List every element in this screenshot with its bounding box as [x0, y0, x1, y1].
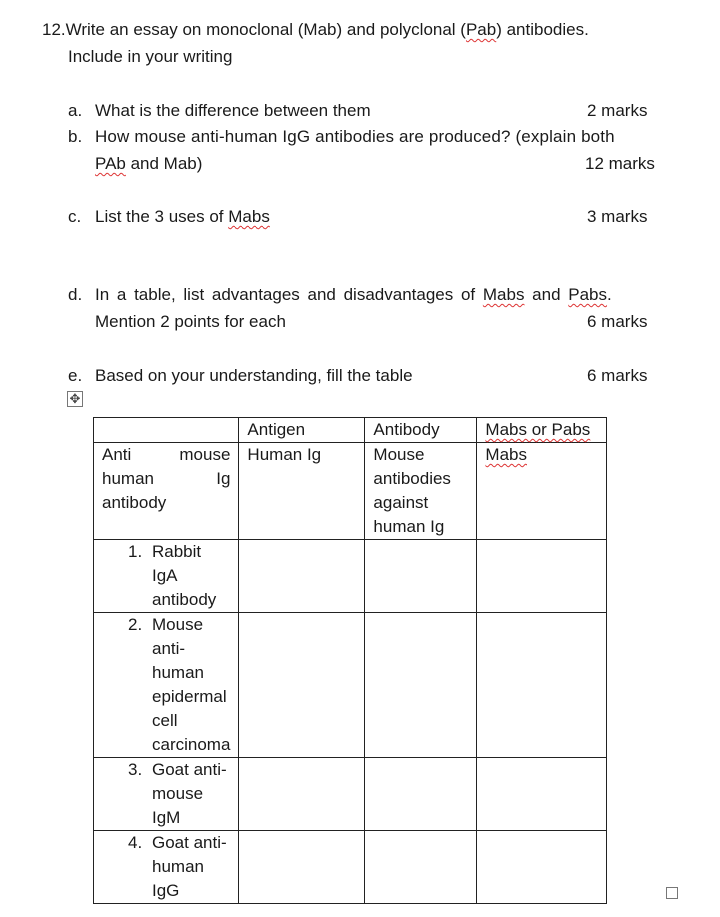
item-a-marks: 2 marks — [587, 101, 648, 120]
row-type-cell[interactable] — [477, 831, 607, 904]
row-label: 2. Mouse anti-human epidermal cell carcinoma — [94, 613, 239, 758]
header-antibody: Antibody — [365, 418, 477, 443]
row-type-cell[interactable] — [477, 540, 607, 613]
header-mabs-or-pabs: Mabs or Pabs — [477, 418, 607, 443]
item-d-marks: 6 marks — [587, 312, 648, 331]
row-label: 4. Goat anti-human IgG — [94, 831, 239, 904]
question-subtitle: Include in your writing — [68, 47, 233, 66]
example-label: Anti mouse human Ig antibody — [94, 443, 239, 540]
antibody-table — [93, 417, 607, 904]
table-header-row — [94, 418, 607, 443]
item-c-letter: c. — [68, 207, 82, 226]
row-label: 1. Rabbit IgA antibody — [94, 540, 239, 613]
row-label: 3. Goat anti-mouse IgM — [94, 758, 239, 831]
row-antigen-cell[interactable] — [239, 831, 365, 904]
item-c-text: List the 3 uses of Mabs — [95, 207, 270, 226]
example-antigen: Human Ig — [239, 443, 365, 540]
item-c-marks: 3 marks — [587, 207, 648, 226]
row-antigen-cell[interactable] — [239, 540, 365, 613]
item-d-line2: Mention 2 points for each — [95, 312, 286, 331]
row-antibody-cell[interactable] — [365, 831, 477, 904]
item-d-text: In a table, list advantages and disadvantages of Mabs and Pabs. — [95, 285, 612, 304]
row-type-cell[interactable] — [477, 758, 607, 831]
table-row-example — [94, 443, 607, 540]
row-antigen-cell[interactable] — [239, 613, 365, 758]
table-move-handle-icon[interactable]: ✥ — [67, 391, 83, 407]
table-resize-handle-icon[interactable] — [666, 887, 678, 899]
item-a-text: What is the difference between them — [95, 101, 371, 120]
item-b-text: How mouse anti-human IgG antibodies are produced? (explain both — [95, 127, 615, 146]
item-d-letter: d. — [68, 285, 83, 304]
table-row — [94, 540, 607, 613]
pab-term: Pab — [465, 20, 497, 39]
item-e-marks: 6 marks — [587, 366, 648, 385]
header-blank[interactable] — [94, 418, 239, 443]
header-antigen: Antigen — [239, 418, 365, 443]
item-a-letter: a. — [68, 101, 83, 120]
table-row — [94, 831, 607, 904]
item-b-continuation: PAb and Mab) — [95, 154, 203, 173]
table-row — [94, 758, 607, 831]
question-title: 12.Write an essay on monoclonal (Mab) and polyclonal (Pab) antibodies. — [42, 20, 589, 39]
row-antibody-cell[interactable] — [365, 758, 477, 831]
item-e-letter: e. — [68, 366, 83, 385]
table-row — [94, 613, 607, 758]
item-e-text: Based on your understanding, fill the table — [95, 366, 413, 385]
row-antibody-cell[interactable] — [365, 540, 477, 613]
row-antibody-cell[interactable] — [365, 613, 477, 758]
row-type-cell[interactable] — [477, 613, 607, 758]
example-antibody: Mouse antibodies against human Ig — [365, 443, 477, 540]
row-antigen-cell[interactable] — [239, 758, 365, 831]
item-b-marks: 12 marks — [585, 154, 655, 173]
example-type: Mabs — [477, 443, 607, 540]
item-b-letter: b. — [68, 127, 83, 146]
